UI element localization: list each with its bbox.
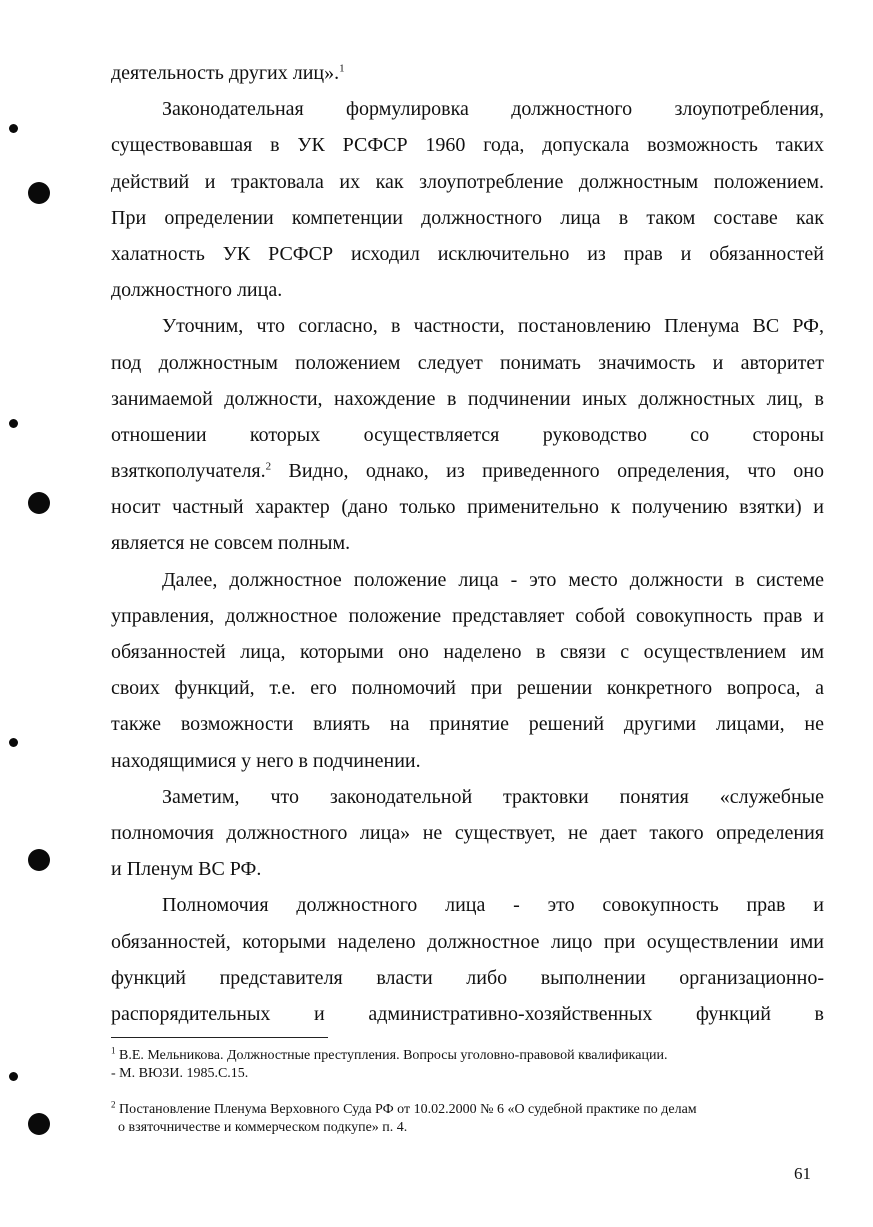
text-line [111,670,824,706]
text-line [111,851,824,887]
line-text: занимаемой должности, нахождение в подчинении иных должностных лиц, в [111,387,824,410]
text-line [111,236,824,272]
text-line [111,381,824,417]
text-line [111,815,824,851]
punch-hole [28,1113,50,1135]
footnote-text: Постановление Пленума Верховного Суда РФ от 10.02.2000 № 6 «О судебной практике по делам [119,1102,697,1117]
line-text: должностного лица. [111,279,283,302]
text-line [111,200,824,236]
line-text: функций представителя власти либо выполнении организационно- [111,966,824,989]
text-line [111,489,824,525]
line-text: своих функций, т.е. его полномочий при решении конкретного вопроса, а [111,677,824,700]
punch-hole [28,492,50,514]
line-text: деятельность других лиц». [111,62,340,84]
text-line [111,345,824,381]
punch-hole [9,124,18,133]
line-text: распорядительных и административно-хозяйственных функций в [111,1002,824,1025]
line-text: существовавшая в УК РСФСР 1960 года, допускала возможность таких [111,134,824,157]
footnote-text: о взяточничестве и коммерческом подкупе» п. 4. [118,1120,408,1135]
line-text: отношении которых осуществляется руководство со стороны [111,423,824,446]
text-line [111,525,824,561]
line-text: под должностным положением следует понимать значимость и авторитет [111,351,824,374]
punch-hole [9,738,18,747]
footnote-text: В.Е. Мельникова. Должностные преступления. Вопросы уголовно-правовой квалификации. [119,1048,668,1063]
punch-hole [9,1072,18,1081]
line-text: носит частный характер (дано только применительно к получению взятки) и [111,496,824,519]
line-text: также возможности влиять на принятие решений другими лицами, не [111,713,824,736]
line-text: управления, должностное положение представляет собой совокупность прав и [111,604,824,627]
text-line [111,706,824,742]
footnote-2 [111,1101,791,1137]
line-text: находящимися у него в подчинении. [111,749,421,772]
text-line [111,453,824,489]
line-text: Далее, должностное положение лица - это место должности в системе [162,568,824,591]
text-line [111,164,824,200]
line-text: Полномочия должностного лица - это совокупность прав и [162,894,824,917]
text-line [111,743,824,779]
line-text: Уточним, что согласно, в частности, постановлению Пленума ВС РФ, [162,315,824,338]
text-line [111,960,824,996]
text-line [111,308,824,344]
line-text: Заметим, что законодательной трактовки понятия «служебные [162,785,824,808]
footnote-separator [111,1037,328,1038]
text-line [111,887,824,923]
body-text [111,55,824,1032]
text-line [111,996,824,1032]
footnote-reference: 1 [339,62,345,75]
line-text: действий и трактовала их как злоупотребление должностным положением. [111,170,824,193]
line-text: Законодательная формулировка должностного злоупотребления, [162,98,824,121]
footnote-mark: 2 [111,1099,116,1110]
line-text: халатность УК РСФСР исходил исключительно из прав и обязанностей [111,242,824,265]
footnote-mark: 1 [111,1045,116,1056]
text-line [111,562,824,598]
line-text: При определении компетенции должностного лица в таком составе как [111,206,824,229]
text-line [111,272,824,308]
text-line [111,55,824,91]
text-line [111,417,824,453]
text-line [111,924,824,960]
punch-hole [28,849,50,871]
text-line [111,598,824,634]
line-text: взяткополучателя. [111,460,266,483]
line-text: полномочия должностного лица» не существует, не дает такого определения [111,821,824,844]
footnote-text: - М. ВЮЗИ. 1985.С.15. [111,1066,249,1081]
text-line [111,779,824,815]
page-number: 61 [794,1164,811,1183]
text-line [111,127,824,163]
line-text: является не совсем полным. [111,532,351,555]
line-text: обязанностей, которыми наделено должностное лицо при осуществлении ими [111,930,824,953]
text-line [111,634,824,670]
punch-hole [9,419,18,428]
footnote-reference: 2 [265,460,272,473]
punch-hole [28,182,50,204]
text-line [111,91,824,127]
footnote-1 [111,1047,791,1083]
line-text: обязанностей лица, которыми оно наделено в связи с осуществлением им [111,641,824,663]
line-text: Видно, однако, из приведенного определения, что оно [271,460,824,483]
line-text: и Пленум ВС РФ. [111,858,262,881]
